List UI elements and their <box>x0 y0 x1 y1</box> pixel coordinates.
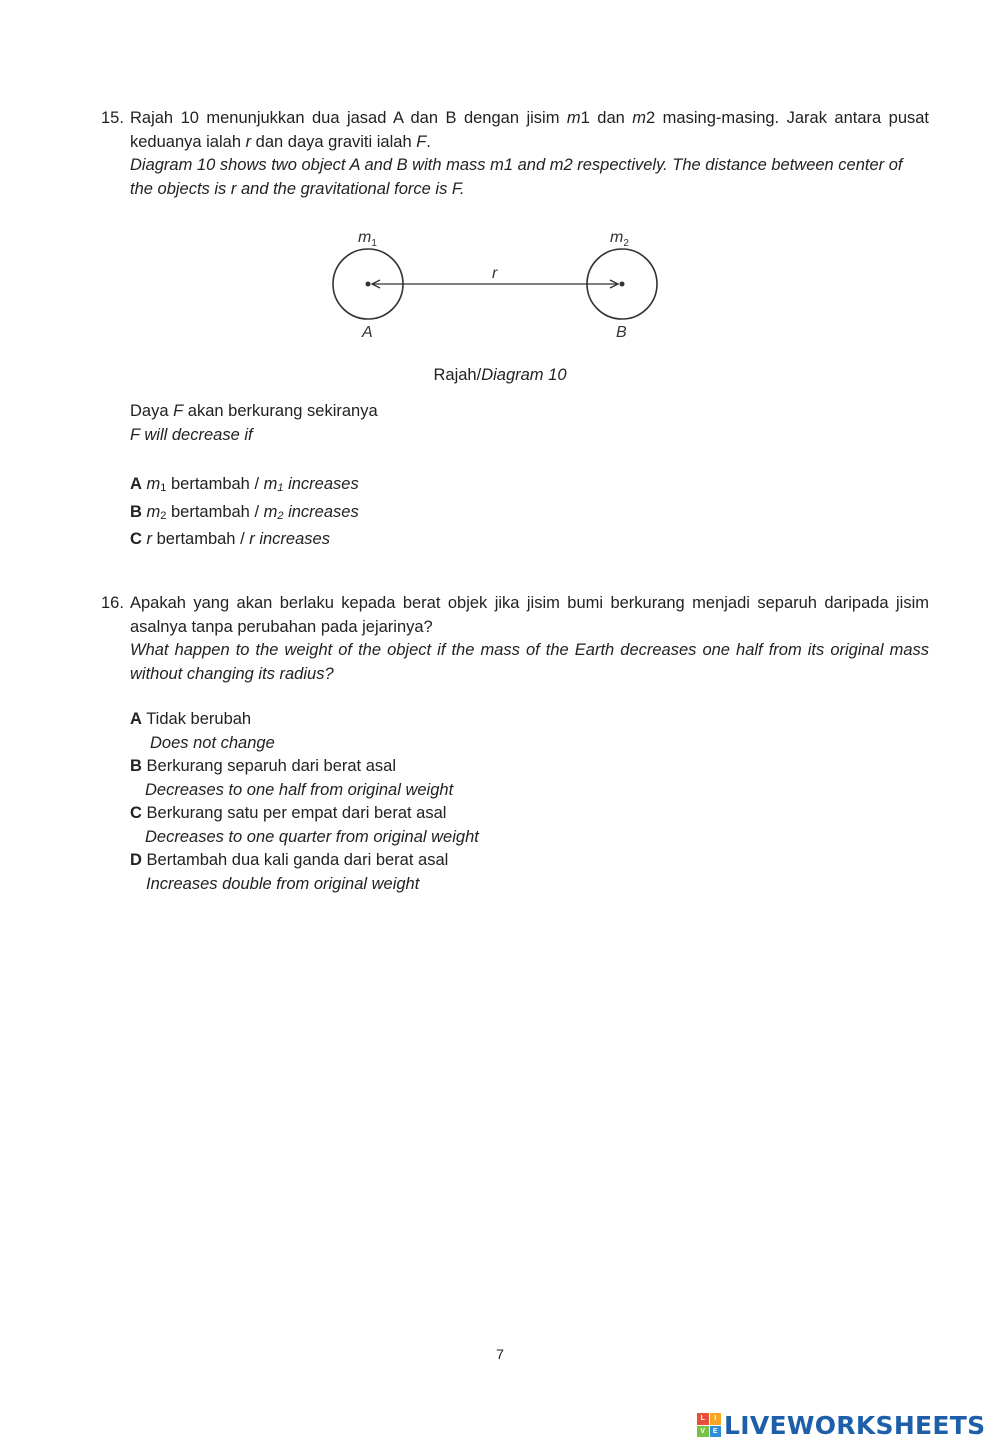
option-b-english: Decreases to one half from original weight <box>145 780 454 799</box>
option-c-english: Decreases to one quarter from original weight <box>145 827 479 846</box>
question-number: 16. <box>101 594 124 612</box>
stem-english: F will decrease if <box>130 425 253 444</box>
liveworksheets-branding[interactable] <box>697 1410 985 1440</box>
option-a-english: Does not change <box>150 733 275 752</box>
page-number: 7 <box>496 1346 504 1362</box>
question-16 <box>101 592 929 686</box>
question-number: 15. <box>101 109 124 127</box>
option-b: B Berkurang separuh dari berat asal <box>130 757 396 775</box>
diagram-caption: Rajah/Diagram 10 <box>433 366 567 384</box>
option-d: D Bertambah dua kali ganda dari berat asal <box>130 851 449 869</box>
question-text-english: What happen to the weight of the object if the mass of the Earth decreases one half from its original mass without changing its radius? <box>130 641 929 683</box>
question-15 <box>101 107 929 201</box>
r-label: r <box>492 265 498 282</box>
question-text-malay: Apakah yang akan berlaku kepada berat objek jika jisim bumi berkurang menjadi separuh daripada jisim asalnya tanpa perubahan pada jejarinya? <box>130 594 929 636</box>
center-b-dot <box>620 282 625 287</box>
stem-malay: Daya F akan berkurang sekiranya <box>130 402 378 420</box>
question-16-options <box>101 708 929 896</box>
liveworksheets-logo-icon: L I V E <box>697 1413 721 1437</box>
option-b: B m2 bertambah / m2 increases <box>130 502 359 522</box>
a-label: A <box>362 324 373 341</box>
question-15-stem <box>101 400 929 447</box>
b-label: B <box>616 324 627 341</box>
m2-label: $m_2$ <box>610 229 629 249</box>
question-text-malay: Rajah 10 menunjukkan dua jasad A dan B dengan jisim m1 dan m2 masing-masing. Jarak antara pusat keduanya ialah r dan daya graviti ialah F. <box>130 109 930 151</box>
liveworksheets-wordmark: LIVEWORKSHEETS <box>724 1410 986 1440</box>
option-a: A Tidak berubah <box>130 710 252 728</box>
option-a: A m1 bertambah / m1 increases <box>130 475 359 494</box>
option-d-english: Increases double from original weight <box>146 874 420 893</box>
question-text-english: Diagram 10 shows two object A and B with mass m1 and m2 respectively. The distance between center of the objects is r and the gravitational force is F. <box>130 156 903 198</box>
center-a-dot <box>366 282 371 287</box>
question-15-options <box>101 473 929 552</box>
m1-label: $m_1$ <box>358 229 377 249</box>
option-c: C r bertambah / r increases <box>130 530 330 548</box>
option-c: C Berkurang satu per empat dari berat asal <box>130 804 447 822</box>
gravity-diagram <box>320 222 680 347</box>
